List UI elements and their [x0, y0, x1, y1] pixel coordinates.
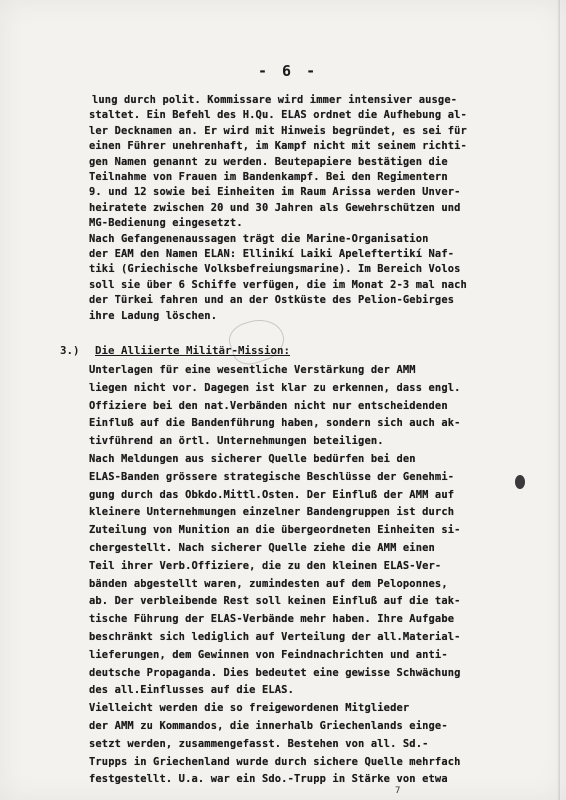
text-line: tische Führung der ELAS-Verbände mehr haben. Ihre Aufgabe: [89, 613, 455, 626]
text-line: Teil ihrer Verb.Offiziere, die zu den kleinen ELAS-Ver-: [89, 559, 442, 572]
bottom-mark: 7: [395, 786, 401, 796]
text-line: Teilnahme von Frauen im Bandenkampf. Bei den Regimentern: [89, 171, 448, 183]
faint-stamp-mark: [225, 313, 289, 370]
text-line: Trupps in Griechenland wurde durch sichere Quelle mehrfach: [89, 755, 461, 768]
text-line: der EAM den Namen ELAN: Ellinikí Laiki Apeleftertikí Naf-: [89, 248, 455, 260]
text-line: Unterlagen für eine wesentliche Verstärkung der AMM: [89, 364, 416, 376]
text-line: tiki (Griechische Volksbefreiungsmarine). Im Bereich Volos: [89, 263, 461, 276]
text-line: setzt werden, zusammengefasst. Bestehen von all. Sd.-: [89, 737, 429, 750]
text-line: Einfluß auf die Bandenführung haben, sondern sich auch ak-: [89, 417, 461, 430]
text-line: gung durch das Obkdo.Mittl.Osten. Der Einfluß der AMM auf: [89, 488, 455, 501]
text-line: ler Decknamen an. Er wird mit Hinweis begründet, es sei für: [89, 124, 467, 137]
text-line: einen Führer unehrenhaft, im Kampf nicht mit seinem richti-: [89, 140, 467, 153]
text-line: deutsche Propaganda. Dies bedeutet eine gewisse Schwächung: [89, 666, 461, 679]
text-line: heiratete zwischen 20 und 30 Jahren als Gewehrschützen und: [89, 201, 461, 214]
punch-hole: [515, 475, 525, 489]
text-line: lieferungen, dem Gewinnen von Feindnachrichten und anti-: [89, 648, 448, 661]
text-line: Zuteilung von Munition an die übergeordneten Einheiten si-: [89, 524, 461, 537]
text-line: 9. und 12 sowie bei Einheiten im Raum Arissa werden Unver-: [89, 186, 461, 199]
text-line: Nach Gefangenenaussagen trägt die Marine-Organisation: [89, 232, 429, 245]
text-line: lung durch polit. Kommissare wird immer intensiver ausge-: [92, 94, 458, 106]
text-line: beschränkt sich lediglich auf Verteilung der all.Material-: [89, 631, 461, 643]
text-line: der AMM zu Kommandos, die innerhalb Griechenlands einge-: [89, 720, 448, 732]
text-line: ihre Ladung löschen.: [89, 309, 218, 322]
text-line: ab. Der verbleibende Rest soll keinen Einfluß auf die tak-: [89, 595, 461, 608]
text-line: Offiziere bei den nat.Verbänden nicht nur entscheidenden: [89, 399, 448, 412]
text-line: bänden abgestellt waren, zumindesten auf dem Peloponnes,: [89, 577, 448, 590]
text-line: MG-Bedienung eingesetzt.: [89, 217, 243, 230]
page-edge-shadow: [557, 0, 560, 800]
text-line: soll sie über 6 Schiffe verfügen, die im Monat 2-3 mal nach: [89, 278, 467, 291]
section-heading: Die Alliierte Militär-Mission:: [95, 344, 291, 357]
text-line: tivführend an örtl. Unternehmungen beteiligen.: [89, 435, 384, 448]
text-line: des all.Einflusses auf die ELAS.: [89, 684, 294, 697]
page-number: - 6 -: [258, 62, 319, 80]
text-line: staltet. Ein Befehl des H.Qu. ELAS ordnet die Aufhebung al-: [89, 109, 467, 122]
text-line: festgestellt. U.a. war ein Sdo.-Trupp in Stärke von etwa: [89, 773, 448, 786]
text-line: chergestellt. Nach sicherer Quelle ziehe die AMM einen: [89, 542, 435, 554]
text-line: ELAS-Banden grössere strategische Beschlüsse der Genehmi-: [89, 470, 455, 483]
text-line: Nach Meldungen aus sicherer Quelle bedürfen bei den: [89, 453, 416, 465]
text-line: kleinere Unternehmungen einzelner Bandengruppen ist durch: [89, 506, 455, 519]
text-line: der Türkei fahren und an der Ostküste des Pelion-Gebirges: [89, 294, 455, 307]
section-number: 3.): [60, 344, 80, 357]
text-line: Vielleicht werden die so freigewordenen Mitglieder: [89, 702, 410, 715]
text-line: liegen nicht vor. Dagegen ist klar zu erkennen, dass engl.: [89, 381, 461, 394]
text-line: gen Namen genannt zu werden. Beutepapiere bestätigen die: [89, 155, 448, 168]
